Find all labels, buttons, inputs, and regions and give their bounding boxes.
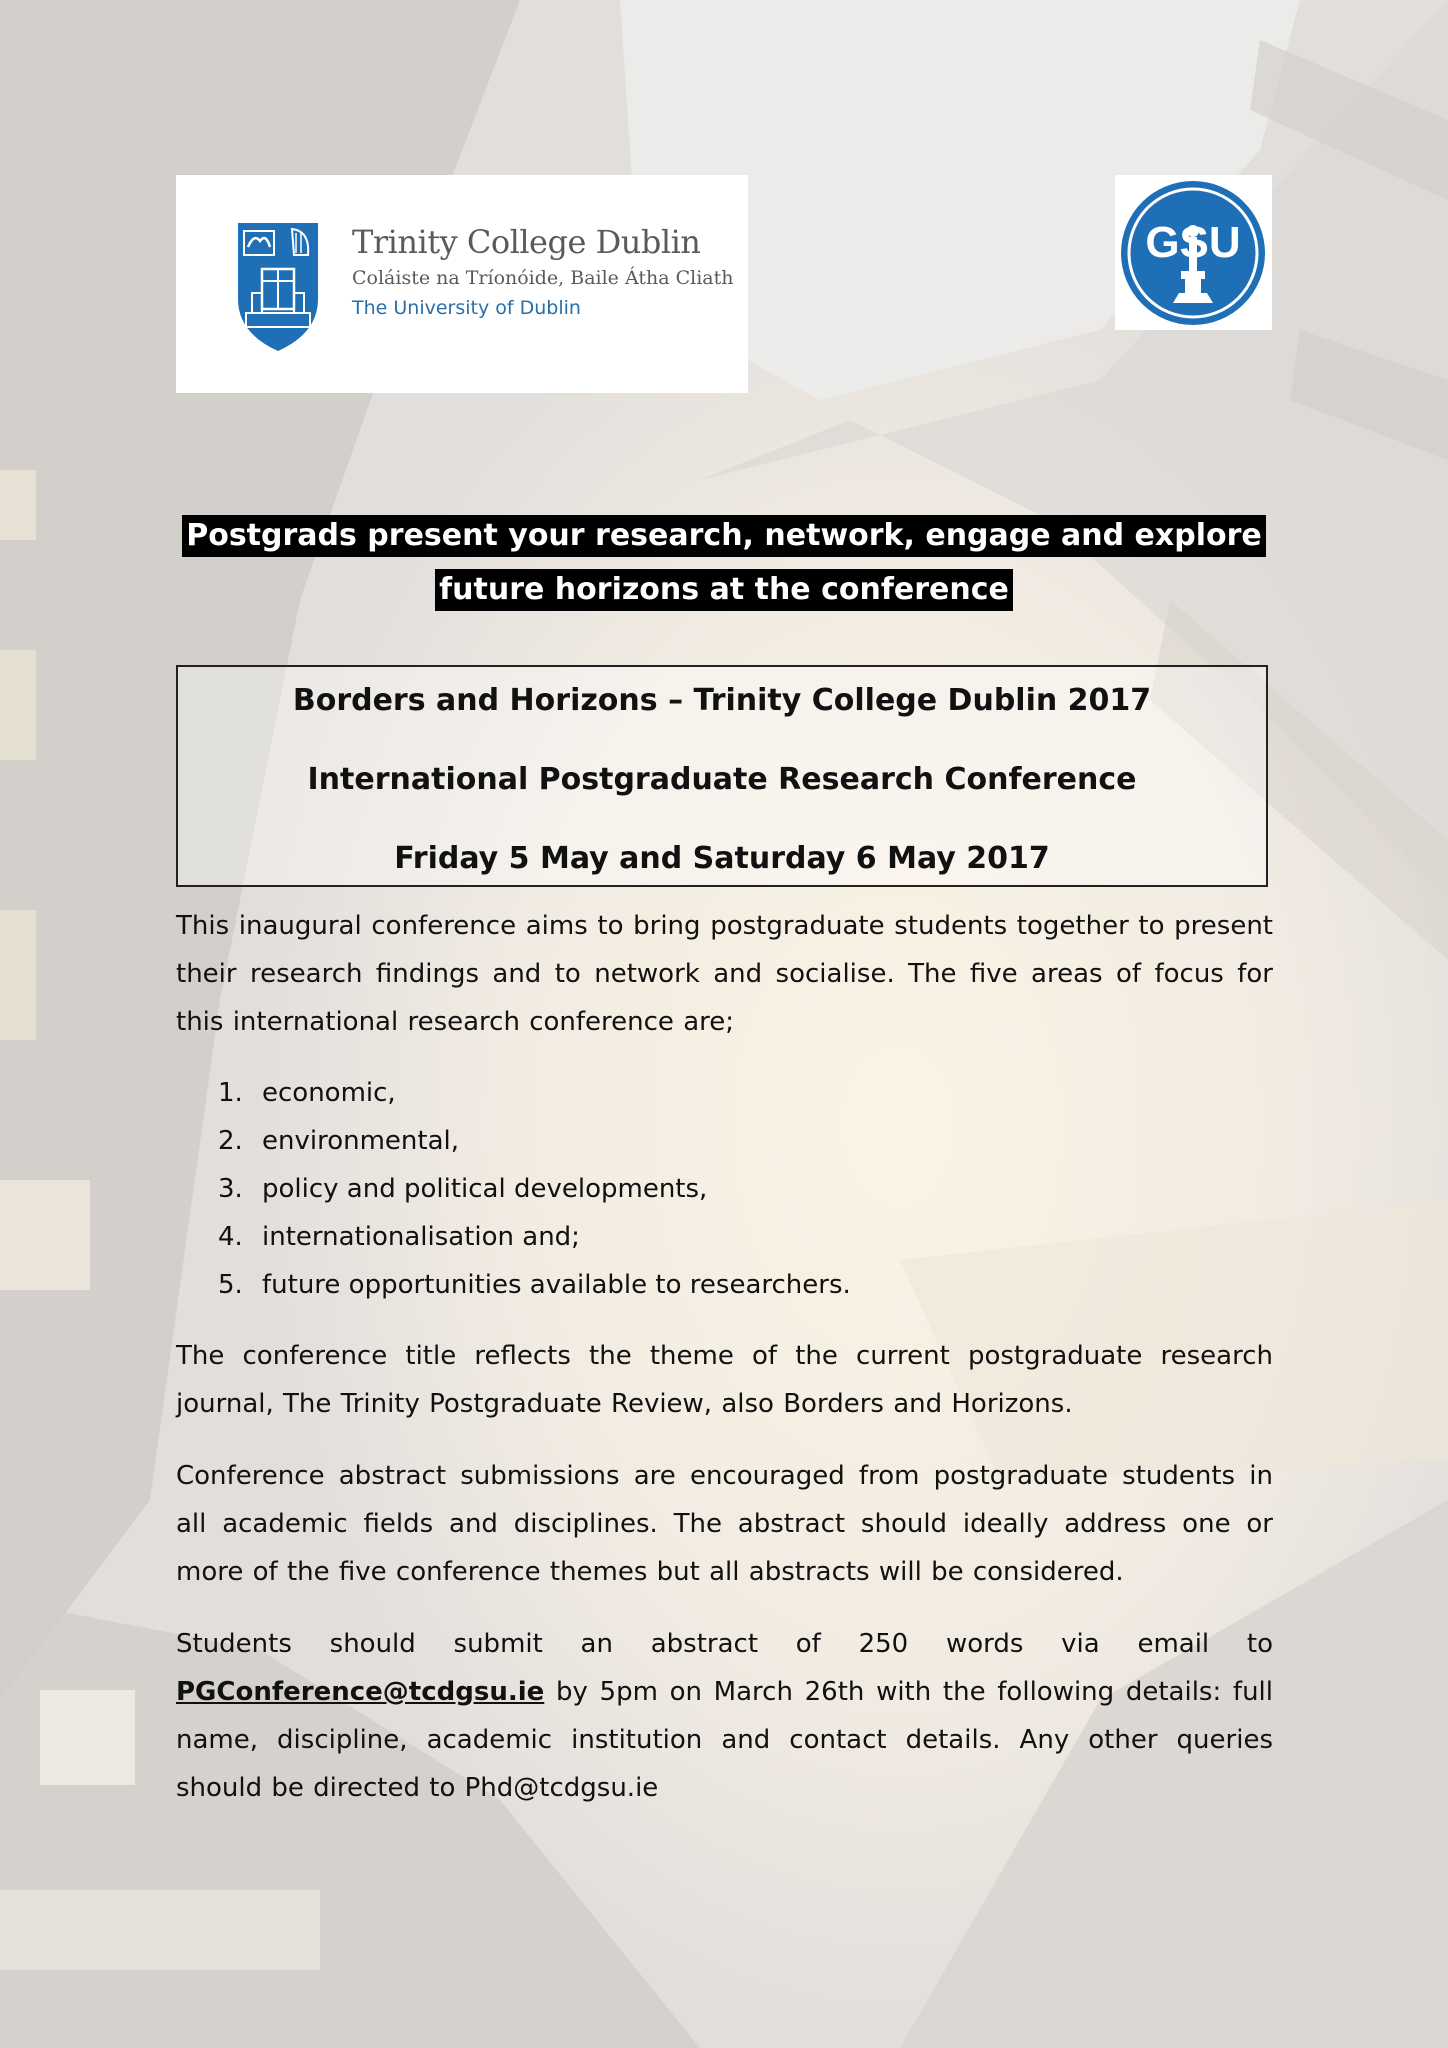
list-item-number: 5. — [218, 1270, 243, 1300]
tcd-logo — [176, 175, 748, 393]
instructions-paragraph — [176, 1620, 1273, 1812]
themes-list — [218, 1069, 851, 1309]
conference-title: Borders and Horizons – Trinity College Dublin 2017 — [292, 683, 1152, 718]
instructions-text-before: Students should submit an abstract of 250 words via email to — [176, 1629, 1273, 1659]
headline-line-1: Postgrads present your research, network, engage and explore — [182, 515, 1266, 557]
list-item-text: economic, — [262, 1078, 396, 1108]
submissions-paragraph: Conference abstract submissions are encouraged from postgraduate students in all academic fields and disciplines. The abstract should ideally address one or more of the five conference themes but all abstracts will be considered. — [176, 1461, 1273, 1587]
headline — [150, 515, 1298, 611]
conference-title-box — [176, 665, 1268, 887]
tcd-name: Trinity College Dublin — [352, 223, 701, 261]
instructions-text-after: by 5pm on March 26th with the following details: full name, discipline, academic institution and contact details. Any other queries should be directed to Phd@tcdgsu.ie — [176, 1677, 1273, 1803]
list-item-text: environmental, — [262, 1126, 460, 1156]
conference-subtitle: International Postgraduate Research Conference — [307, 762, 1137, 797]
list-item-number: 2. — [218, 1126, 243, 1156]
gsu-seal-icon — [1115, 175, 1272, 330]
list-item — [218, 1213, 851, 1261]
gsu-logo-text: GSU — [1145, 218, 1241, 267]
intro-paragraph: This inaugural conference aims to bring postgraduate students together to present their research findings and to network and socialise. The five areas of focus for this international research conference are; — [176, 911, 1273, 1037]
submission-email-link[interactable]: PGConference@tcdgsu.ie — [176, 1677, 545, 1707]
title-paragraph: The conference title reflects the theme of the current postgraduate research journal, The Trinity Postgraduate Review, also Borders and Horizons. — [176, 1341, 1273, 1419]
list-item — [218, 1261, 851, 1309]
list-item — [218, 1069, 851, 1117]
headline-line-2: future horizons at the conference — [435, 569, 1013, 611]
list-item-text: future opportunities available to researchers. — [262, 1270, 851, 1300]
list-item-text: policy and political developments, — [262, 1174, 708, 1204]
list-item-number: 1. — [218, 1078, 243, 1108]
conference-dates: Friday 5 May and Saturday 6 May 2017 — [394, 841, 1050, 876]
tcd-irish-name: Coláiste na Tríonóide, Baile Átha Cliath — [352, 267, 734, 289]
tcd-subtitle: The University of Dublin — [352, 297, 581, 319]
list-item — [218, 1165, 851, 1213]
list-item-number: 3. — [218, 1174, 243, 1204]
gsu-logo — [1115, 175, 1272, 330]
list-item-number: 4. — [218, 1222, 243, 1252]
tcd-crest-icon — [236, 221, 320, 353]
list-item-text: internationalisation and; — [262, 1222, 580, 1252]
list-item — [218, 1117, 851, 1165]
